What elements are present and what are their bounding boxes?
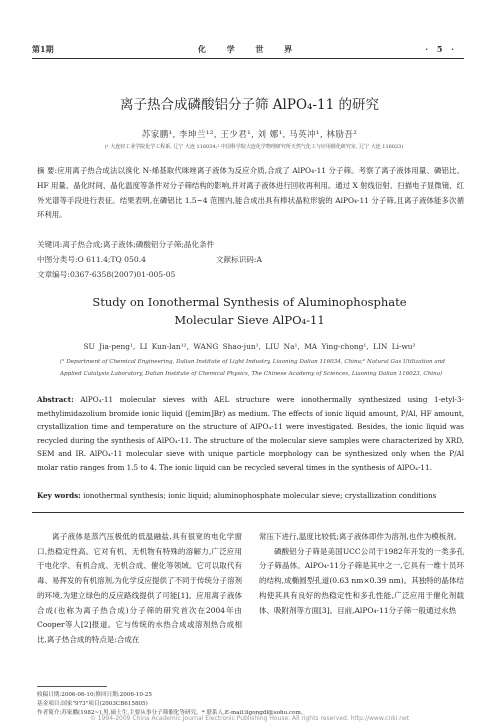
article-number-chinese — [37, 269, 175, 280]
copyright-notice: © 1994-2009 China Academic Journal Electronic Publishing House. All rights reserved. http://www.cnki.net — [89, 715, 410, 722]
abstract-english — [37, 393, 464, 475]
body-column-right — [259, 530, 464, 618]
abstract-english-text: AlPO₄-11 molecular sieves with AEL structure were ionothermally synthesized using 1-etyl-3-methylimidazolium bromide ionic liquid ([emim]Br) as medium. The effects of ionic liquid amount, P/Al, HF amount, crystallization time and temperature on the structure of AlPO₄-11 were investigated. Besides, the ionic liquid was recycled during the synthesis of AlPO₄-11. The structure of the molecular sieve samples were characterized by XRD, SEM and IR. AlPO₄-11 molecular sieve with unique particle morphology can be synthesized only when the P/Al molar ratio ranges from 1.5 to 4. The ionic liquid can be recycled several times in the synthesis of AlPO₄-11. — [37, 395, 464, 472]
title-english-line2: Molecular Sieve AlPO₄-11 — [174, 313, 325, 327]
body-column-left: 离子液体是蒸汽压极低的低温融盐,具有很宽的电化学窗口,热稳定性高。它对有机、无机物有特殊的溶解力,广泛应用于电化学、有机合成、无机合成、催化等领域。它可以取代有毒、易挥发的有机溶剂,为化学反应提供了不同于传统分子溶剂的环境,为建立绿色的反应路线提供了可能[1]。应用离子液体合成(也称为离子热合成)分子筛的研究首次在2004年由Cooper等人[2]报道。它与传统的水热合成或溶剂热合成相比,离子热合成的特点是:合成在 — [37, 532, 242, 644]
footnote-fund: 基金项目:国家"973"项目(2003CB615805) — [37, 701, 148, 707]
running-header-page: · 5 · — [425, 44, 457, 54]
doc-code: A — [256, 255, 262, 264]
abstract-chinese-label: 摘 要: — [37, 166, 58, 175]
abstract-chinese — [37, 164, 464, 223]
clc-label: 中图分类号: — [37, 255, 78, 264]
abstract-english-label: Abstract: — [37, 395, 74, 404]
abstract-chinese-text: 应用离子热合成法以溴化 N-烯基取代咪唑离子液体为反应介质,合成了 AlPO₄-11 分子筛。考察了离子液体用量、磷铝比、HF 用量、晶化时间、晶化温度等条件对分子筛结构的影响,并对离子液体进行回收再利用。通过 X 射线衍射、扫描电子显微镜、红外光谱等手段进行表征。结果表明,在磷铝比 1.5~4 范围内,能合成出具有棒状晶粒形貌的 AlPO₄-11 分子筛,且离子液体能多次循环利用。 — [37, 166, 464, 220]
affiliation-chinese: (¹ 大连轻工业学院化学工程系, 辽宁 大连 116034;² 中国科学院大连化学物理研究所天然气化工与应用催化研究室, 辽宁 大连 116023) — [104, 144, 404, 150]
affiliation-english-line1: (¹ Department of Chemical Engineering, Dalian Institute of Light Industry, Liaoning Dalian 116034, China;² Natural Gas Utilization and — [60, 359, 445, 365]
clc-code: O 611.4;TQ 050.4 — [77, 255, 146, 264]
title-english-line1: Study on Ionothermal Synthesis of Aluminophosphate — [92, 295, 407, 309]
footnote-received: 收稿日期:2006-06-10;修回日期:2006-10-25 — [37, 692, 152, 698]
keywords-chinese-label: 关键词: — [37, 240, 63, 249]
running-header-journal: 化 学 世 界 — [197, 44, 302, 54]
authors-english: SU Jia-peng¹, LI Kun-lan¹², WANG Shao-jun¹, LIU Na¹, MA Ying-chong¹, LIN Li-wu² — [83, 342, 416, 351]
keywords-chinese-text: 离子热合成;离子液体;磷酸铝分子筛;晶化条件 — [62, 240, 215, 249]
section-rule — [32, 512, 464, 513]
title-chinese: 离子热合成磷酸铝分子筛 AlPO₄-11 的研究 — [120, 97, 379, 113]
classification-chinese — [37, 254, 262, 265]
authors-chinese: 苏家鹏¹, 李坤兰¹², 王少君¹, 刘 娜¹, 马英冲¹, 林励吾² — [141, 130, 358, 140]
affiliation-english-line2: Applied Catalysis Laboratory, Dalian Institute of Chemical Physics, The Chinese Academy of Sciences, Liaoning Dalian 116023, China) — [60, 371, 443, 377]
body-paragraph: 磷酸铝分子筛是美国UCC公司于1982年开发的一类多孔分子筛晶体。AlPO₄-11分子筛是其中之一,它具有一维十员环的结构,成椭圆型孔道(0.63 nm×0.39 nm)。其独特的晶体结构使其具有良好的热稳定性和多孔性能,广泛应用于催化剂载体、吸附剂等方面[3]。目前,AlPO₄-11分子筛一般通过水热 — [259, 546, 464, 615]
keywords-english-text: ionothermal synthesis; ionic liquid; aluminophosphate molecular sieve; crystallization conditions — [83, 491, 437, 500]
footnote-author: 作者简介:苏家鹏(1982~),男,硕士生,主要从事分子筛催化等研究。* 联系人,E-mail:ligongdl@sohu.com。 — [37, 710, 307, 716]
running-header-issue: 第1期 — [32, 44, 54, 54]
keywords-chinese — [37, 239, 214, 250]
article-number-label: 文章编号: — [37, 270, 70, 279]
footnote-rule — [37, 686, 107, 687]
doc-code-label: 文献标识码: — [215, 255, 257, 264]
keywords-english — [37, 491, 464, 500]
keywords-english-label: Key words: — [37, 491, 81, 500]
article-number-text: 0367-6358(2007)01-005-05 — [69, 270, 176, 279]
header-rule — [32, 58, 464, 59]
body-paragraph: 常压下进行,温度比较低;离子液体即作为溶剂,也作为模板剂。 — [259, 532, 462, 541]
